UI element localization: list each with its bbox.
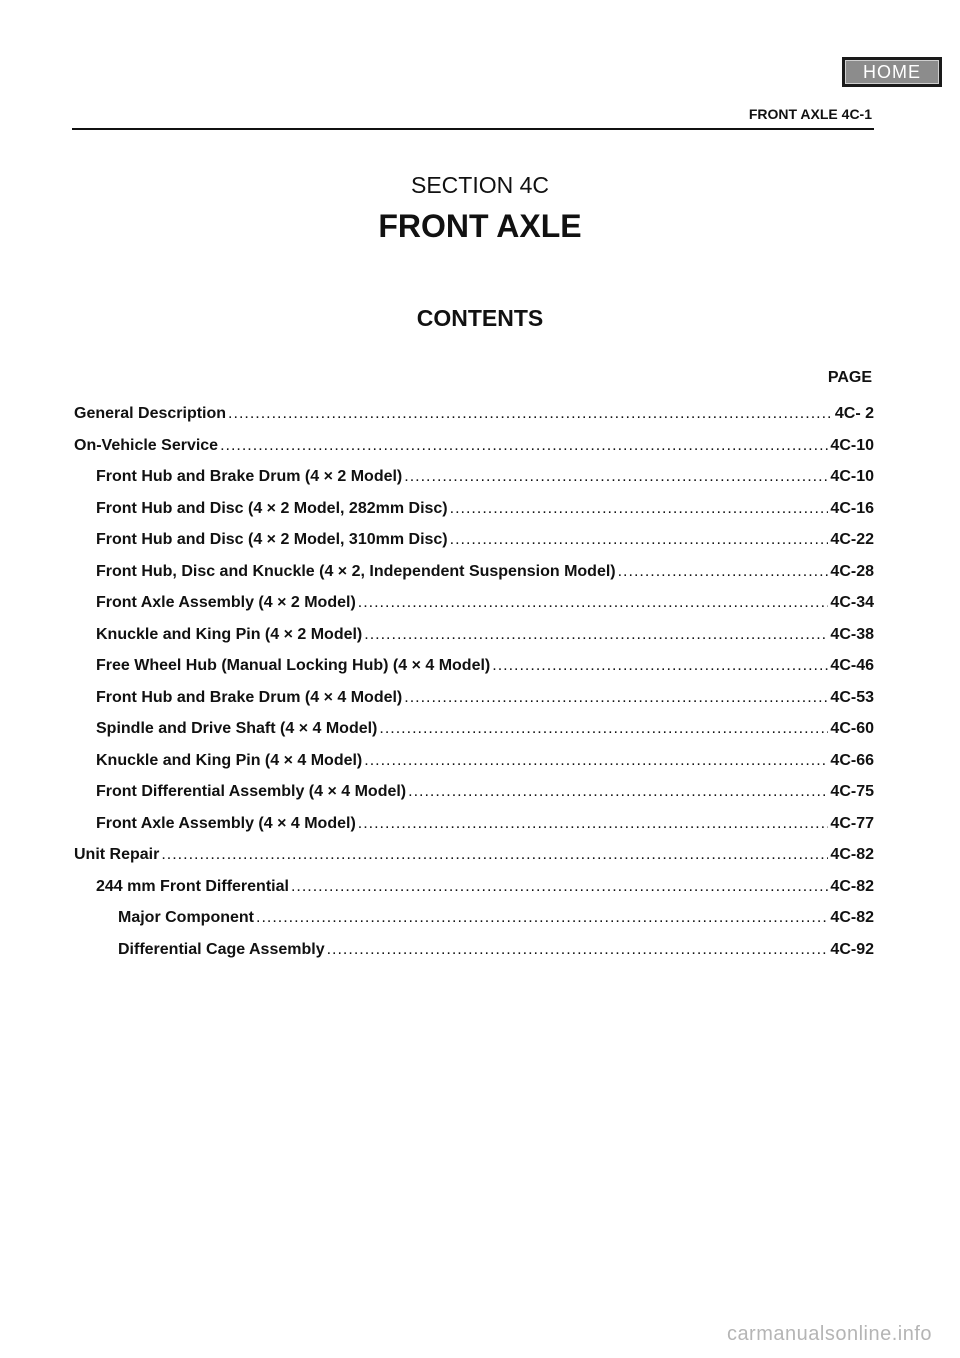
- toc-entry[interactable]: [72, 524, 874, 556]
- toc-leader-dots: [220, 430, 828, 462]
- toc-leader-dots: [256, 902, 828, 934]
- toc-entry-label: Front Hub, Disc and Knuckle (4 × 2, Independent Suspension Model): [96, 562, 616, 580]
- toc-entry-label: Knuckle and King Pin (4 × 4 Model): [96, 751, 363, 769]
- toc-leader-dots: [379, 713, 828, 745]
- running-header: FRONT AXLE 4C-1: [748, 106, 872, 122]
- toc-leader-dots: [618, 556, 829, 588]
- toc-entry[interactable]: [72, 461, 874, 493]
- toc-leader-dots: [404, 682, 828, 714]
- toc-leader-dots: [291, 871, 828, 903]
- table-of-contents: [72, 398, 874, 965]
- toc-entry-page: 4C-82: [830, 877, 874, 895]
- toc-entry-label: Front Axle Assembly (4 × 4 Model): [96, 814, 356, 832]
- toc-entry-label: Free Wheel Hub (Manual Locking Hub) (4 × 4 Model): [96, 657, 491, 674]
- toc-entry-page: 4C-82: [830, 909, 874, 926]
- toc-leader-dots: [450, 493, 829, 525]
- toc-entry-label: Knuckle and King Pin (4 × 2 Model): [96, 625, 363, 643]
- toc-entry-label: Front Hub and Brake Drum (4 × 4 Model): [96, 688, 403, 706]
- toc-entry[interactable]: [72, 713, 874, 745]
- toc-entry[interactable]: [72, 745, 874, 777]
- toc-entry[interactable]: [72, 398, 874, 430]
- toc-entry[interactable]: [72, 808, 874, 840]
- toc-entry-label: Spindle and Drive Shaft (4 × 4 Model): [96, 720, 378, 737]
- toc-entry[interactable]: [72, 650, 874, 682]
- toc-entry[interactable]: [72, 839, 874, 871]
- toc-entry-label: Front Hub and Disc (4 × 2 Model, 310mm Disc): [96, 531, 448, 548]
- toc-leader-dots: [364, 619, 828, 651]
- toc-entry-label: Front Hub and Disc (4 × 2 Model, 282mm Disc): [96, 499, 448, 517]
- toc-entry-page: 4C-10: [830, 468, 874, 485]
- toc-leader-dots: [404, 461, 828, 493]
- toc-entry-page: 4C-82: [830, 846, 874, 863]
- toc-entry[interactable]: [72, 871, 874, 903]
- toc-entry-page: 4C- 2: [834, 405, 874, 422]
- toc-leader-dots: [358, 587, 829, 619]
- toc-entry-label: Front Axle Assembly (4 × 2 Model): [96, 594, 356, 611]
- toc-entry-page: 4C-34: [830, 594, 874, 611]
- header-rule: [72, 128, 874, 130]
- toc-leader-dots: [364, 745, 828, 777]
- toc-entry-page: 4C-92: [830, 940, 874, 958]
- toc-entry[interactable]: [72, 934, 874, 966]
- toc-leader-dots: [358, 808, 829, 840]
- watermark: carmanualsonline.info: [726, 1323, 932, 1345]
- toc-entry-label: Major Component: [118, 909, 254, 926]
- toc-leader-dots: [492, 650, 828, 682]
- toc-leader-dots: [327, 934, 829, 966]
- toc-entry-page: 4C-22: [830, 531, 874, 548]
- toc-entry[interactable]: [72, 556, 874, 588]
- toc-entry-label: Front Hub and Brake Drum (4 × 2 Model): [96, 468, 403, 485]
- toc-entry-label: General Description: [74, 405, 227, 422]
- toc-entry-label: Front Differential Assembly (4 × 4 Model): [96, 783, 407, 800]
- toc-entry[interactable]: [72, 682, 874, 714]
- page-column-label: PAGE: [827, 369, 872, 386]
- toc-entry-page: 4C-66: [830, 751, 874, 769]
- toc-entry-page: 4C-28: [830, 562, 874, 580]
- toc-entry-label: Unit Repair: [74, 846, 160, 863]
- toc-entry[interactable]: [72, 619, 874, 651]
- toc-entry[interactable]: [72, 430, 874, 462]
- home-button[interactable]: [842, 57, 942, 87]
- toc-entry-page: 4C-16: [830, 499, 874, 517]
- toc-leader-dots: [161, 839, 828, 871]
- toc-entry-label: 244 mm Front Differential: [96, 877, 289, 895]
- toc-entry-page: 4C-77: [830, 814, 874, 832]
- toc-entry-page: 4C-10: [830, 436, 874, 454]
- toc-entry[interactable]: [72, 776, 874, 808]
- toc-entry-page: 4C-53: [830, 688, 874, 706]
- toc-leader-dots: [228, 398, 833, 430]
- toc-entry-page: 4C-46: [830, 657, 874, 674]
- section-label: SECTION 4C: [410, 172, 550, 198]
- toc-entry-page: 4C-60: [830, 720, 874, 737]
- toc-entry-label: On-Vehicle Service: [74, 436, 219, 454]
- toc-leader-dots: [408, 776, 828, 808]
- section-title: FRONT AXLE: [378, 208, 582, 244]
- toc-entry-label: Differential Cage Assembly: [118, 940, 325, 958]
- contents-heading: CONTENTS: [416, 305, 544, 331]
- toc-leader-dots: [450, 524, 829, 556]
- toc-entry-page: 4C-75: [830, 783, 874, 800]
- toc-entry-page: 4C-38: [830, 625, 874, 643]
- toc-entry[interactable]: [72, 587, 874, 619]
- toc-entry[interactable]: [72, 493, 874, 525]
- home-button-label[interactable]: HOME: [845, 60, 939, 84]
- toc-entry[interactable]: [72, 902, 874, 934]
